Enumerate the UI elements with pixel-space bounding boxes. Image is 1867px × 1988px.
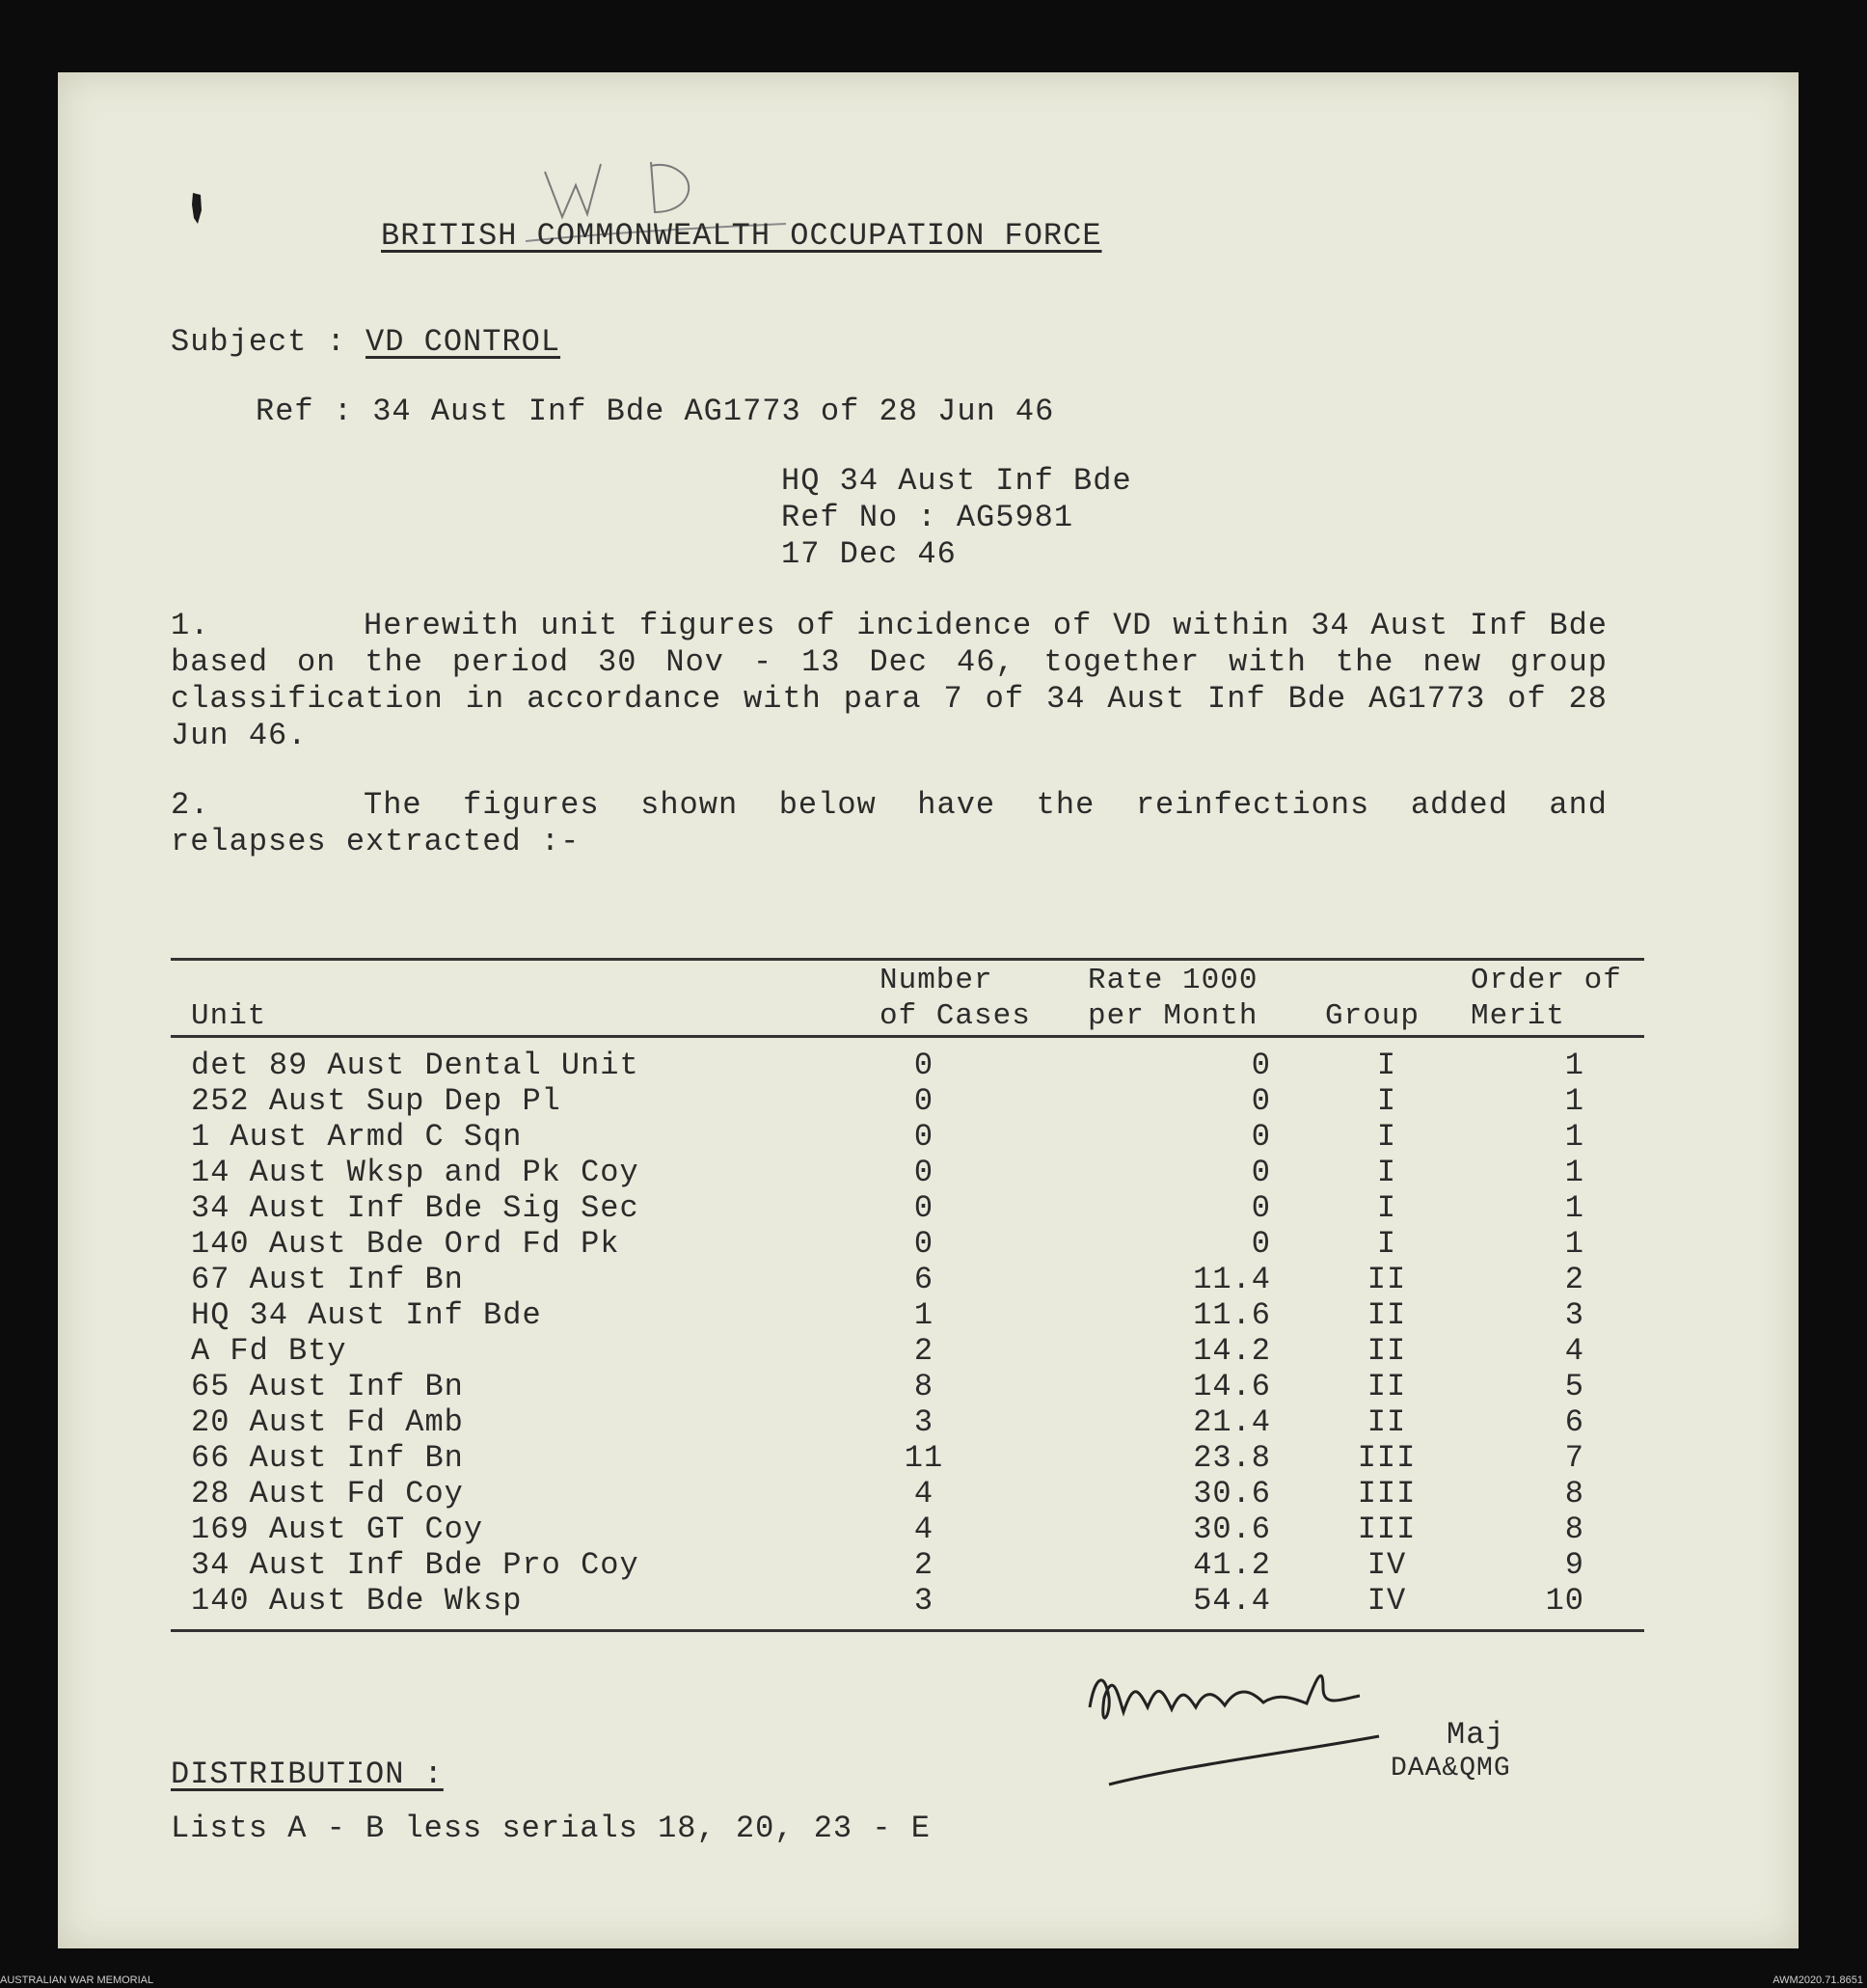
table-row [191,1262,1637,1297]
cell-rate: 23.8 [1193,1440,1271,1476]
table-row [191,1083,1637,1119]
cell-order: 8 [1564,1476,1584,1511]
cell-order: 8 [1564,1511,1584,1547]
cell-rate: 0 [1251,1119,1271,1155]
cell-cases: 0 [913,1155,934,1190]
cell-cases: 0 [913,1226,934,1262]
cell-group: II [1366,1297,1407,1333]
cell-cases: 11 [904,1440,944,1476]
table-row [191,1369,1637,1404]
table-row [191,1511,1637,1547]
cell-group: II [1366,1369,1407,1404]
cell-group: III [1357,1511,1417,1547]
cell-cases: 4 [913,1511,934,1547]
cell-rate: 54.4 [1193,1583,1271,1619]
distribution-value: Lists A - B less serials 18, 20, 23 - E [171,1811,931,1846]
cell-rate: 0 [1251,1083,1271,1119]
cell-unit: 34 Aust Inf Bde Pro Coy [191,1547,639,1583]
cell-cases: 3 [913,1583,934,1619]
cell-order: 1 [1564,1190,1584,1226]
cell-rate: 11.6 [1193,1297,1271,1333]
cell-group: III [1357,1476,1417,1511]
table-row [191,1190,1637,1226]
cell-unit: 140 Aust Bde Wksp [191,1583,523,1619]
cell-unit: 34 Aust Inf Bde Sig Sec [191,1190,639,1226]
table-body [191,1048,1637,1619]
cell-cases: 8 [913,1369,934,1404]
table-row [191,1333,1637,1369]
cell-order: 9 [1564,1547,1584,1583]
document-title: BRITISH COMMONWEALTH OCCUPATION FORCE [381,218,1102,254]
table-row [191,1297,1637,1333]
headquarters-line: HQ 34 Aust Inf Bde [781,463,1132,499]
cell-cases: 0 [913,1048,934,1083]
table-row [191,1404,1637,1440]
cell-cases: 0 [913,1190,934,1226]
header-group: Group [1325,999,1421,1033]
cell-rate: 41.2 [1193,1547,1271,1583]
punch-hole-mark [190,191,203,226]
distribution-label: DISTRIBUTION : [171,1757,444,1792]
paragraph-2 [171,787,1608,860]
cell-cases: 6 [913,1262,934,1297]
cell-group: III [1357,1440,1417,1476]
cell-order: 1 [1564,1226,1584,1262]
cell-rate: 0 [1251,1048,1271,1083]
paragraph-1-text: Herewith unit figures of incidence of VD within 34 Aust Inf Bde based on the period 30 Nov - 13 Dec 46, together with the new group classification in accordance with para 7 of 34 Aust Inf Bde AG1773 of 28 Jun 46. [171,608,1608,753]
cell-group: IV [1366,1547,1407,1583]
cell-unit: 65 Aust Inf Bn [191,1369,464,1404]
document-date: 17 Dec 46 [781,536,957,572]
table-header-rule [171,1035,1644,1038]
table-bottom-rule [171,1629,1644,1632]
header-order-line2: Merit [1471,999,1566,1033]
table-row [191,1155,1637,1190]
table-row [191,1119,1637,1155]
header-cases-line2: of Cases [879,999,1031,1033]
cell-group: II [1366,1333,1407,1369]
cell-group: IV [1366,1583,1407,1619]
cell-order: 1 [1564,1048,1584,1083]
cell-unit: 20 Aust Fd Amb [191,1404,464,1440]
subject-line [171,324,560,360]
cell-group: I [1376,1226,1397,1262]
header-rate-line1: Rate 1000 [1088,964,1258,997]
cell-order: 1 [1564,1119,1584,1155]
cell-order: 1 [1564,1083,1584,1119]
cell-cases: 4 [913,1476,934,1511]
cell-cases: 2 [913,1547,934,1583]
cell-cases: 0 [913,1119,934,1155]
table-row [191,1476,1637,1511]
cell-group: I [1376,1155,1397,1190]
table-row [191,1048,1637,1083]
cell-order: 4 [1564,1333,1584,1369]
cell-cases: 2 [913,1333,934,1369]
signatory-appointment: DAA&QMG [1391,1754,1511,1784]
cell-unit: 252 Aust Sup Dep Pl [191,1083,561,1119]
cell-group: I [1376,1190,1397,1226]
table-row [191,1583,1637,1619]
subject-value: VD CONTROL [365,324,561,360]
cell-cases: 1 [913,1297,934,1333]
cell-unit: 67 Aust Inf Bn [191,1262,464,1297]
table-row [191,1547,1637,1583]
footer-archive-name: AUSTRALIAN WAR MEMORIAL [0,1974,154,1986]
reference-number: Ref No : AG5981 [781,500,1074,535]
cell-rate: 14.2 [1193,1333,1271,1369]
reference-line: Ref : 34 Aust Inf Bde AG1773 of 28 Jun 46 [256,394,1055,429]
cell-unit: HQ 34 Aust Inf Bde [191,1297,542,1333]
cell-rate: 0 [1251,1190,1271,1226]
cell-order: 10 [1545,1583,1584,1619]
cell-unit: 1 Aust Armd C Sqn [191,1119,523,1155]
table-row [191,1440,1637,1476]
cell-order: 1 [1564,1155,1584,1190]
cell-rate: 30.6 [1193,1511,1271,1547]
cell-unit: 28 Aust Fd Coy [191,1476,464,1511]
cell-unit: 169 Aust GT Coy [191,1511,484,1547]
cell-order: 5 [1564,1369,1584,1404]
cell-group: II [1366,1262,1407,1297]
paragraph-2-number: 2. [171,787,210,823]
signatory-rank: Maj [1447,1717,1505,1753]
paragraph-1 [171,608,1608,754]
cell-group: I [1376,1083,1397,1119]
cell-order: 3 [1564,1297,1584,1333]
table-row [191,1226,1637,1262]
cell-rate: 30.6 [1193,1476,1271,1511]
header-unit: Unit [191,999,267,1033]
cell-unit: 66 Aust Inf Bn [191,1440,464,1476]
cell-rate: 0 [1251,1155,1271,1190]
cell-unit: det 89 Aust Dental Unit [191,1048,639,1083]
cell-rate: 14.6 [1193,1369,1271,1404]
cell-order: 2 [1564,1262,1584,1297]
cell-group: I [1376,1048,1397,1083]
paragraph-1-number: 1. [171,608,210,643]
footer-catalogue-number: AWM2020.71.8651 [1772,1974,1863,1986]
header-order-line1: Order of [1471,964,1622,997]
cell-group: II [1366,1404,1407,1440]
table-top-rule [171,958,1644,961]
cell-rate: 21.4 [1193,1404,1271,1440]
header-cases-line1: Number [879,964,993,997]
paragraph-2-text: The figures shown below have the reinfections added and relapses extracted :- [171,787,1608,859]
cell-order: 6 [1564,1404,1584,1440]
subject-label: Subject : [171,324,366,360]
cell-cases: 0 [913,1083,934,1119]
cell-order: 7 [1564,1440,1584,1476]
cell-rate: 0 [1251,1226,1271,1262]
cell-rate: 11.4 [1193,1262,1271,1297]
cell-cases: 3 [913,1404,934,1440]
cell-unit: 140 Aust Bde Ord Fd Pk [191,1226,620,1262]
cell-group: I [1376,1119,1397,1155]
header-rate-line2: per Month [1088,999,1258,1033]
cell-unit: 14 Aust Wksp and Pk Coy [191,1155,639,1190]
cell-unit: A Fd Bty [191,1333,347,1369]
